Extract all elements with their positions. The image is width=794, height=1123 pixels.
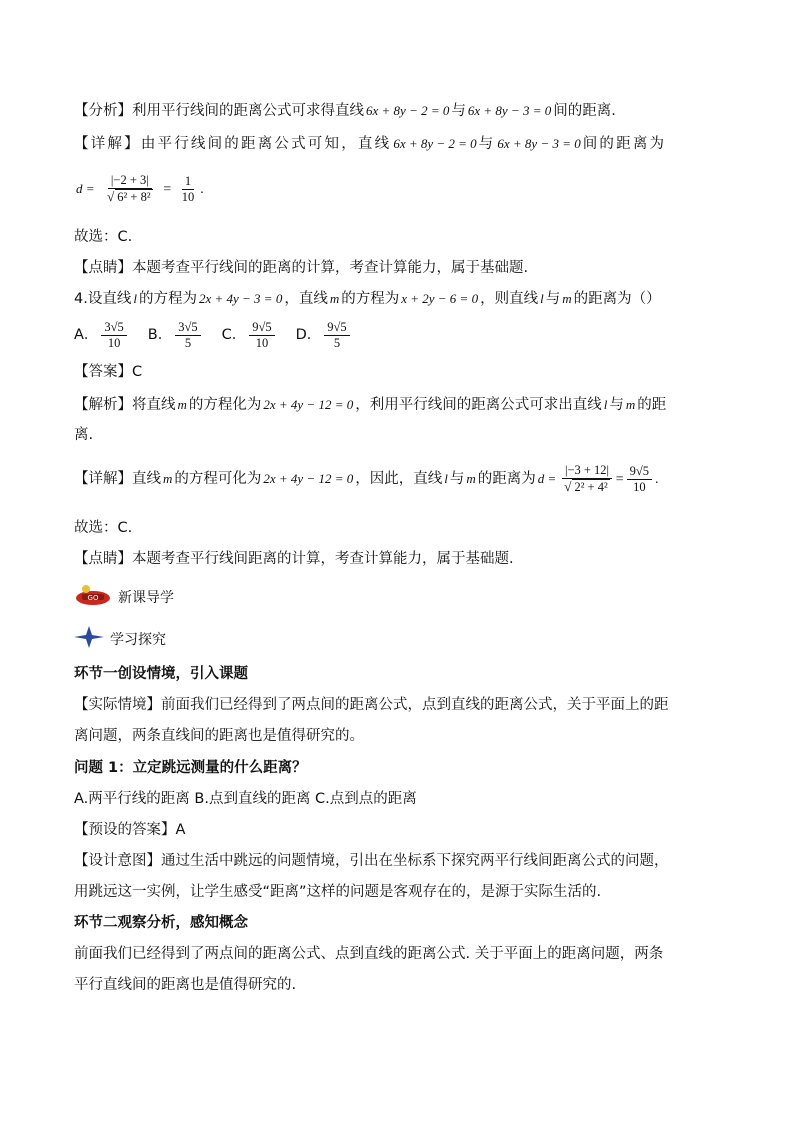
var-m: m xyxy=(329,291,340,306)
equation: 6x + 8y − 3 = 0 xyxy=(467,103,552,118)
equation: 2x + 4y − 12 = 0 xyxy=(263,397,354,412)
text: 的距 xyxy=(637,397,667,413)
equals-sign: = xyxy=(163,182,172,197)
tag-answer: 【答案】 xyxy=(74,364,132,380)
fraction-numerator: 3√5 xyxy=(175,320,200,336)
text: 的距离为（） xyxy=(573,291,661,307)
tag-comment: 【点睛】 xyxy=(74,551,132,567)
fraction-denominator: 10 xyxy=(255,335,269,350)
fraction-denominator: 10 xyxy=(181,189,195,204)
tag-analysis: 【解析】 xyxy=(74,397,132,413)
text: 间的距离为 xyxy=(582,136,667,152)
sqrt-sign: √ xyxy=(107,189,115,204)
text: 前面我们已经得到了两点间的距离公式，点到直线的距离公式，关于平面上的距 xyxy=(161,697,669,713)
text: 本题考查平行线间距离的计算，考查计算能力，属于基础题. xyxy=(132,551,514,567)
text: 利用平行线间的距离公式可求得直线 xyxy=(132,103,364,119)
fraction-numerator: |−2 + 3| xyxy=(108,173,152,189)
text: 与 xyxy=(545,291,561,307)
banner-icon xyxy=(74,582,112,612)
option-d xyxy=(296,318,353,352)
text: 4.设直线 xyxy=(74,291,132,307)
var-l: l xyxy=(603,397,608,412)
sqrt-sign: √ xyxy=(564,479,572,494)
answer-line xyxy=(74,362,142,382)
intent-line-2: 用跳远这一实例，让学生感受“距离”这样的问题是客观存在的，是源于实际生活的. xyxy=(74,884,602,900)
text: 与 xyxy=(478,136,496,152)
equation: 2x + 4y − 12 = 0 xyxy=(263,471,354,486)
section-title: 学习探究 xyxy=(110,632,166,648)
sqrt-body: 6² + 8² xyxy=(117,190,151,204)
option-label: B． xyxy=(147,327,173,343)
choose-line-2: 故选：C. xyxy=(74,520,133,536)
equation: 6x + 8y − 3 = 0 xyxy=(497,136,581,151)
fraction xyxy=(175,320,200,351)
var-m: m xyxy=(163,471,173,486)
fraction-denominator xyxy=(561,479,612,495)
tag-detail: 【详解】 xyxy=(74,471,132,487)
comment-line-2 xyxy=(74,549,514,569)
intent-line-1 xyxy=(74,851,669,871)
option-label: C． xyxy=(221,327,247,343)
equation: 2x + 4y − 3 = 0 xyxy=(198,291,283,306)
choose-line-1: 故选：C. xyxy=(74,229,133,245)
fraction-denominator: 5 xyxy=(333,335,341,350)
fraction-result xyxy=(179,174,198,205)
question-4 xyxy=(74,289,661,309)
fraction-denominator: 10 xyxy=(633,479,646,494)
period: . xyxy=(200,182,204,197)
fraction-numerator: 1 xyxy=(182,174,194,190)
text: 与 xyxy=(451,103,466,119)
var-m: m xyxy=(625,397,636,412)
text: ，直线 xyxy=(284,291,328,307)
option-label: A． xyxy=(74,327,99,343)
text: 与 xyxy=(609,397,624,413)
tag-preset: 【预设的答案】 xyxy=(74,822,176,838)
problem-1-options: A.两平行线的距离 B.点到直线的距离 C.点到点的距离 xyxy=(74,791,417,807)
text: 与 xyxy=(449,471,465,487)
paragraph-line-2: 平行直线间的距离也是值得研究的. xyxy=(74,977,297,993)
var-l: l xyxy=(133,291,137,306)
analysis2-line-2: 离. xyxy=(74,427,94,443)
fraction-denominator: 5 xyxy=(184,335,192,350)
text: ，利用平行线间的距离公式可求出直线 xyxy=(355,397,602,413)
stage-1-title: 环节一创设情境，引入课题 xyxy=(74,666,248,682)
preset-value: A xyxy=(175,822,186,838)
analysis-line-1 xyxy=(74,101,616,121)
fraction-denominator xyxy=(104,189,155,205)
equation: 6x + 8y − 2 = 0 xyxy=(366,103,450,118)
question-4-options xyxy=(74,318,353,352)
text: ，则直线 xyxy=(480,291,539,307)
var-m: m xyxy=(177,397,187,412)
text: 的方程为 xyxy=(138,291,197,307)
text: 直线 xyxy=(132,471,161,487)
text: 通过生活中跳远的问题情境，引出在坐标系下探究两平行线间距离公式的问题， xyxy=(161,853,669,869)
section-header-new-lesson xyxy=(74,582,174,612)
fraction-result xyxy=(627,464,652,495)
formula-lhs: d = xyxy=(76,181,95,196)
detail-line-1 xyxy=(74,134,666,154)
distance-formula-1 xyxy=(74,172,204,207)
option-label: D． xyxy=(295,327,322,343)
comment-line-1 xyxy=(74,258,528,278)
text: 将直线 xyxy=(132,397,176,413)
situation-line-1 xyxy=(74,695,669,715)
period: . xyxy=(655,472,659,487)
option-c xyxy=(222,318,278,352)
text: ，因此，直线 xyxy=(355,471,443,487)
fraction-numerator: 9√5 xyxy=(627,464,652,480)
fraction xyxy=(101,320,126,351)
equals-sign: = xyxy=(615,472,624,487)
fraction xyxy=(104,173,155,205)
section-title: 新课导学 xyxy=(118,590,174,606)
tag-analysis: 【分析】 xyxy=(74,103,132,119)
fraction-denominator: 10 xyxy=(107,335,121,350)
fraction-numerator: 3√5 xyxy=(101,320,126,336)
fraction xyxy=(561,463,612,495)
star-icon xyxy=(74,626,104,652)
var-l: l xyxy=(540,291,544,306)
situation-line-2: 离问题，两条直线间的距离也是值得研究的。 xyxy=(74,728,364,744)
paragraph-line-1: 前面我们已经得到了两点间的距离公式、点到直线的距离公式. 关于平面上的距离问题，两条 xyxy=(74,946,664,962)
var-m: m xyxy=(466,471,476,486)
sqrt-body: 2² + 4² xyxy=(574,480,608,494)
option-a xyxy=(74,318,130,352)
svg-text:GO: GO xyxy=(87,594,99,602)
text: 的方程可化为 xyxy=(174,471,262,487)
fraction xyxy=(324,320,349,351)
text: 的方程化为 xyxy=(188,397,262,413)
problem-1: 问题 1：立定跳远测量的什么距离？ xyxy=(74,760,307,776)
tag-intent: 【设计意图】 xyxy=(74,853,161,869)
detail2-line xyxy=(74,462,659,497)
text: 的距离为 xyxy=(477,471,536,487)
tag-comment: 【点睛】 xyxy=(74,260,132,276)
option-b xyxy=(148,318,204,352)
stage-2-title: 环节二观察分析，感知概念 xyxy=(74,915,248,931)
text: 的方程为 xyxy=(341,291,400,307)
var-m: m xyxy=(562,291,572,306)
tag-detail: 【详解】 xyxy=(74,136,141,152)
fraction-numerator: 9√5 xyxy=(324,320,349,336)
formula-lhs: d = xyxy=(537,471,557,486)
text: 由平行线间的距离公式可知，直线 xyxy=(140,136,392,152)
section-header-explore xyxy=(74,626,166,652)
fraction-numerator: 9√5 xyxy=(249,320,274,336)
fraction xyxy=(249,320,274,351)
preset-answer xyxy=(74,820,185,840)
tag-situation: 【实际情境】 xyxy=(74,697,161,713)
text: 本题考查平行线间的距离的计算，考查计算能力，属于基础题. xyxy=(132,260,529,276)
answer-value: C xyxy=(132,364,143,380)
equation: 6x + 8y − 2 = 0 xyxy=(393,136,477,151)
var-l: l xyxy=(444,471,448,486)
equation: x + 2y − 6 = 0 xyxy=(401,291,479,306)
fraction-numerator: |−3 + 12| xyxy=(562,463,612,479)
text: 间的距离. xyxy=(553,103,616,119)
analysis2-line-1 xyxy=(74,395,666,415)
